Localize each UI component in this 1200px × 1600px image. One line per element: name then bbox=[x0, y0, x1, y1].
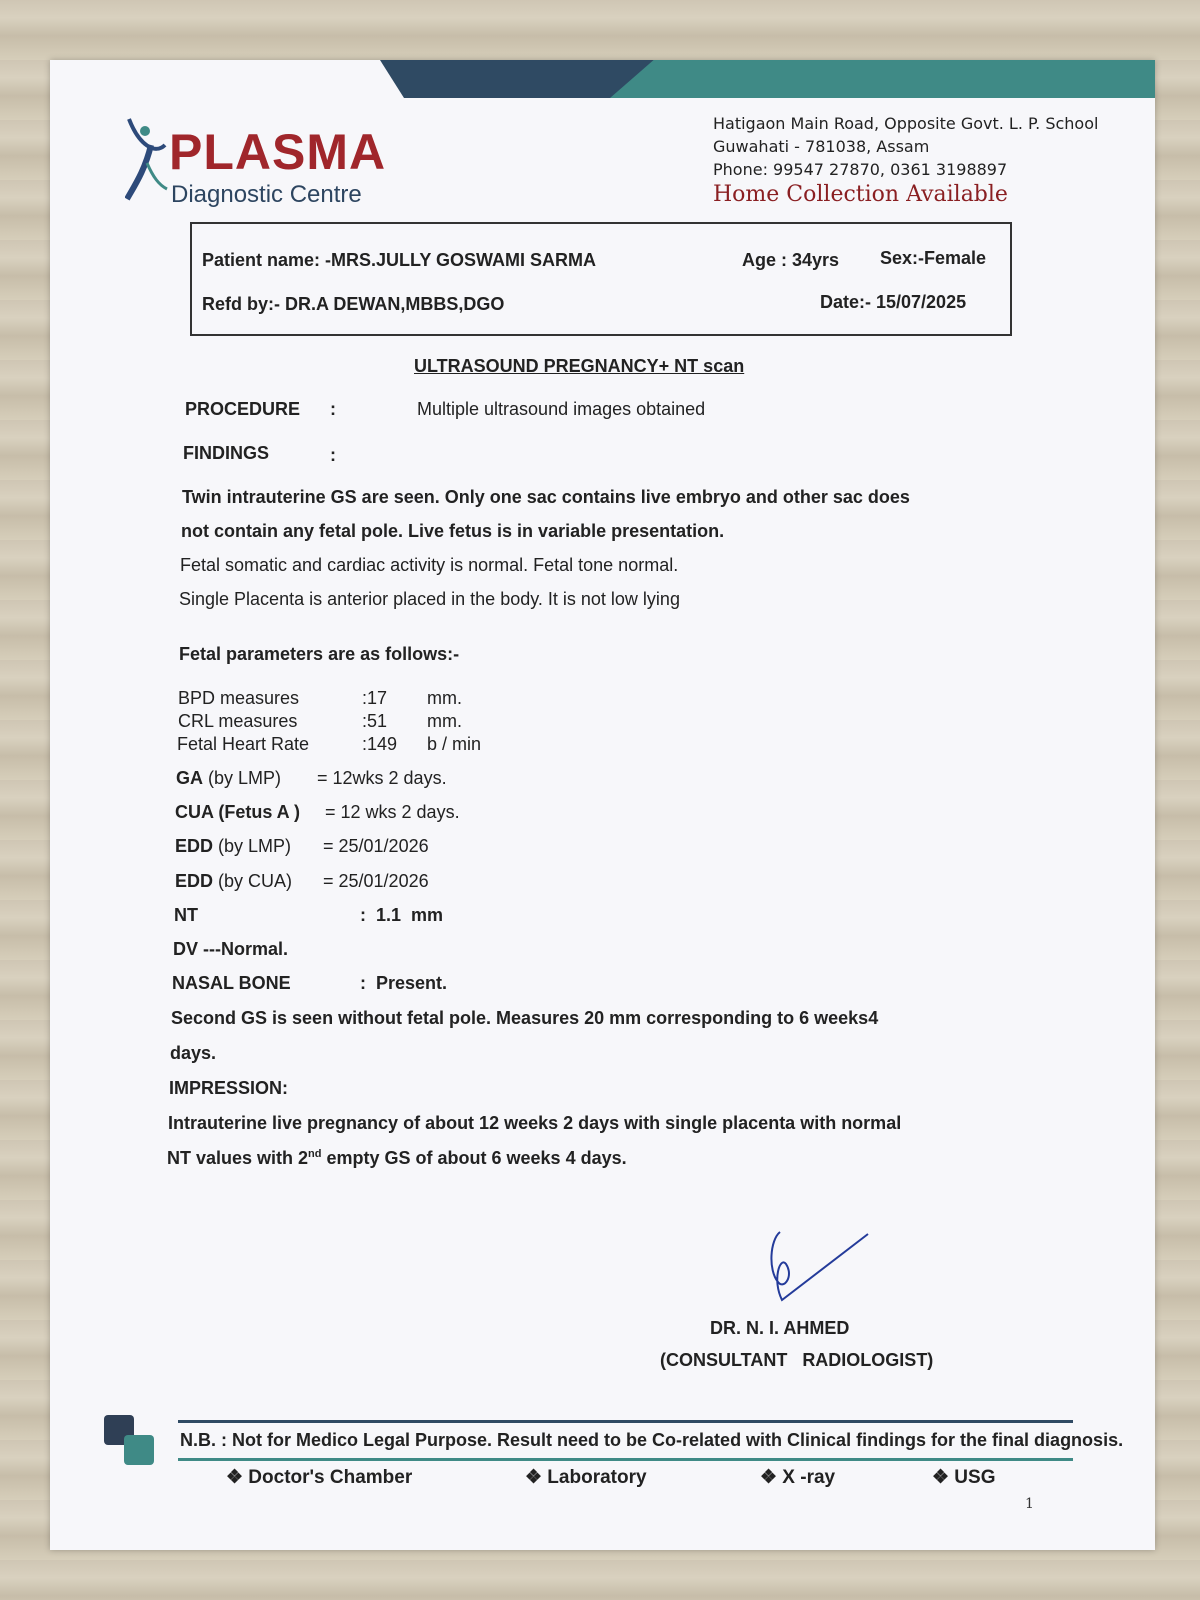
edd-cua-label: EDD (by CUA) bbox=[175, 871, 293, 891]
impression-line-1: Intrauterine live pregnancy of about 12 weeks 2 days with single placenta with normal bbox=[168, 1113, 902, 1133]
nt-label: NT bbox=[174, 905, 198, 925]
cua-label: CUA (Fetus A ) bbox=[175, 802, 300, 822]
procedure-value: Multiple ultrasound images obtained bbox=[417, 399, 706, 419]
nasal-bone-label: NASAL BONE bbox=[172, 973, 291, 993]
procedure-label: PROCEDURE bbox=[185, 399, 301, 419]
referred-by: Refd by:- DR.A DEWAN,MBBS,DGO bbox=[202, 294, 505, 314]
second-gs-line-1: Second GS is seen without fetal pole. Measures 20 mm corresponding to 6 weeks4 bbox=[171, 1008, 879, 1028]
footer-rule-bottom bbox=[178, 1458, 1073, 1461]
impression-line-2a: NT values with 2 bbox=[167, 1148, 309, 1168]
report-date: Date:- 15/07/2025 bbox=[820, 292, 967, 312]
patient-age: Age : 34yrs bbox=[742, 250, 840, 270]
ga-label: GA (by LMP) bbox=[176, 768, 282, 788]
impression-label: IMPRESSION: bbox=[169, 1078, 289, 1098]
edd-lmp-value: = 25/01/2026 bbox=[323, 836, 429, 856]
clinic-subtitle: Diagnostic Centre bbox=[171, 181, 362, 208]
finding-line-1: Twin intrauterine GS are seen. Only one sac contains live embryo and other sac does bbox=[182, 487, 910, 507]
header-band-teal bbox=[610, 60, 1155, 98]
param-crl-unit: mm. bbox=[427, 711, 462, 731]
page-number: 1 bbox=[1025, 1496, 1034, 1512]
params-heading: Fetal parameters are as follows:- bbox=[179, 644, 460, 664]
service-xray: ❖ X -ray bbox=[760, 1467, 836, 1488]
cua-value: = 12 wks 2 days. bbox=[325, 802, 460, 822]
finding-line-4: Single Placenta is anterior placed in the body. It is not low lying bbox=[179, 589, 680, 609]
footer-note: N.B. : Not for Medico Legal Purpose. Result need to be Co-related with Clinical findings for the final diagnosis. bbox=[180, 1430, 1124, 1450]
edd-cua-value: = 25/01/2026 bbox=[323, 871, 429, 891]
param-bpd-value: :17 bbox=[362, 688, 388, 708]
param-fhr-unit: b / min bbox=[427, 734, 482, 754]
nt-value: : 1.1 mm bbox=[360, 905, 444, 925]
impression-line-2 bbox=[167, 1148, 627, 1169]
report-title: ULTRASOUND PREGNANCY+ NT scan bbox=[414, 356, 745, 376]
footer-squares-icon bbox=[102, 1413, 158, 1469]
nasal-bone-value: : Present. bbox=[360, 973, 448, 993]
address-line-1: Hatigaon Main Road, Opposite Govt. L. P. School bbox=[713, 114, 1099, 133]
clinic-address bbox=[713, 112, 1098, 206]
address-line-2: Guwahati - 781038, Assam bbox=[713, 137, 930, 156]
ga-value: = 12wks 2 days. bbox=[317, 768, 447, 788]
service-usg: ❖ USG bbox=[932, 1467, 996, 1488]
param-crl-value: :51 bbox=[362, 711, 388, 731]
service-doctors-chamber: ❖ Doctor's Chamber bbox=[226, 1467, 413, 1488]
clinic-logo bbox=[125, 115, 415, 208]
finding-line-3: Fetal somatic and cardiac activity is normal. Fetal tone normal. bbox=[180, 555, 679, 575]
patient-sex: Sex:-Female bbox=[880, 248, 987, 268]
impression-superscript: nd bbox=[308, 1148, 322, 1160]
dv-line: DV ---Normal. bbox=[173, 939, 289, 959]
findings-label: FINDINGS bbox=[183, 443, 270, 463]
param-bpd-unit: mm. bbox=[427, 688, 462, 708]
signature-scribble bbox=[750, 1220, 880, 1320]
procedure-colon: : bbox=[330, 399, 336, 419]
impression-line-2b: empty GS of about 6 weeks 4 days. bbox=[321, 1148, 627, 1168]
home-collection: Home Collection Available bbox=[713, 182, 1008, 207]
edd-lmp-label: EDD (by LMP) bbox=[175, 836, 292, 856]
patient-info-box bbox=[190, 222, 1012, 336]
param-fhr-label: Fetal Heart Rate bbox=[177, 734, 310, 754]
report-paper bbox=[50, 60, 1155, 1550]
param-crl-label: CRL measures bbox=[178, 711, 298, 731]
patient-name: Patient name: -MRS.JULLY GOSWAMI SARMA bbox=[202, 250, 597, 270]
doctor-name: DR. N. I. AHMED bbox=[710, 1318, 850, 1338]
second-gs-line-2: days. bbox=[170, 1043, 217, 1063]
service-laboratory: ❖ Laboratory bbox=[525, 1467, 647, 1488]
findings-colon: : bbox=[330, 445, 336, 465]
param-fhr-value: :149 bbox=[362, 734, 398, 754]
phone-line: Phone: 99547 27870, 0361 3198897 bbox=[713, 160, 1008, 179]
finding-line-2: not contain any fetal pole. Live fetus is in variable presentation. bbox=[181, 521, 725, 541]
footer-rule-top bbox=[178, 1420, 1073, 1423]
clinic-name: PLASMA bbox=[169, 124, 387, 180]
person-logo-icon bbox=[125, 115, 171, 205]
doctor-designation: (CONSULTANT RADIOLOGIST) bbox=[660, 1350, 934, 1370]
param-bpd-label: BPD measures bbox=[178, 688, 300, 708]
